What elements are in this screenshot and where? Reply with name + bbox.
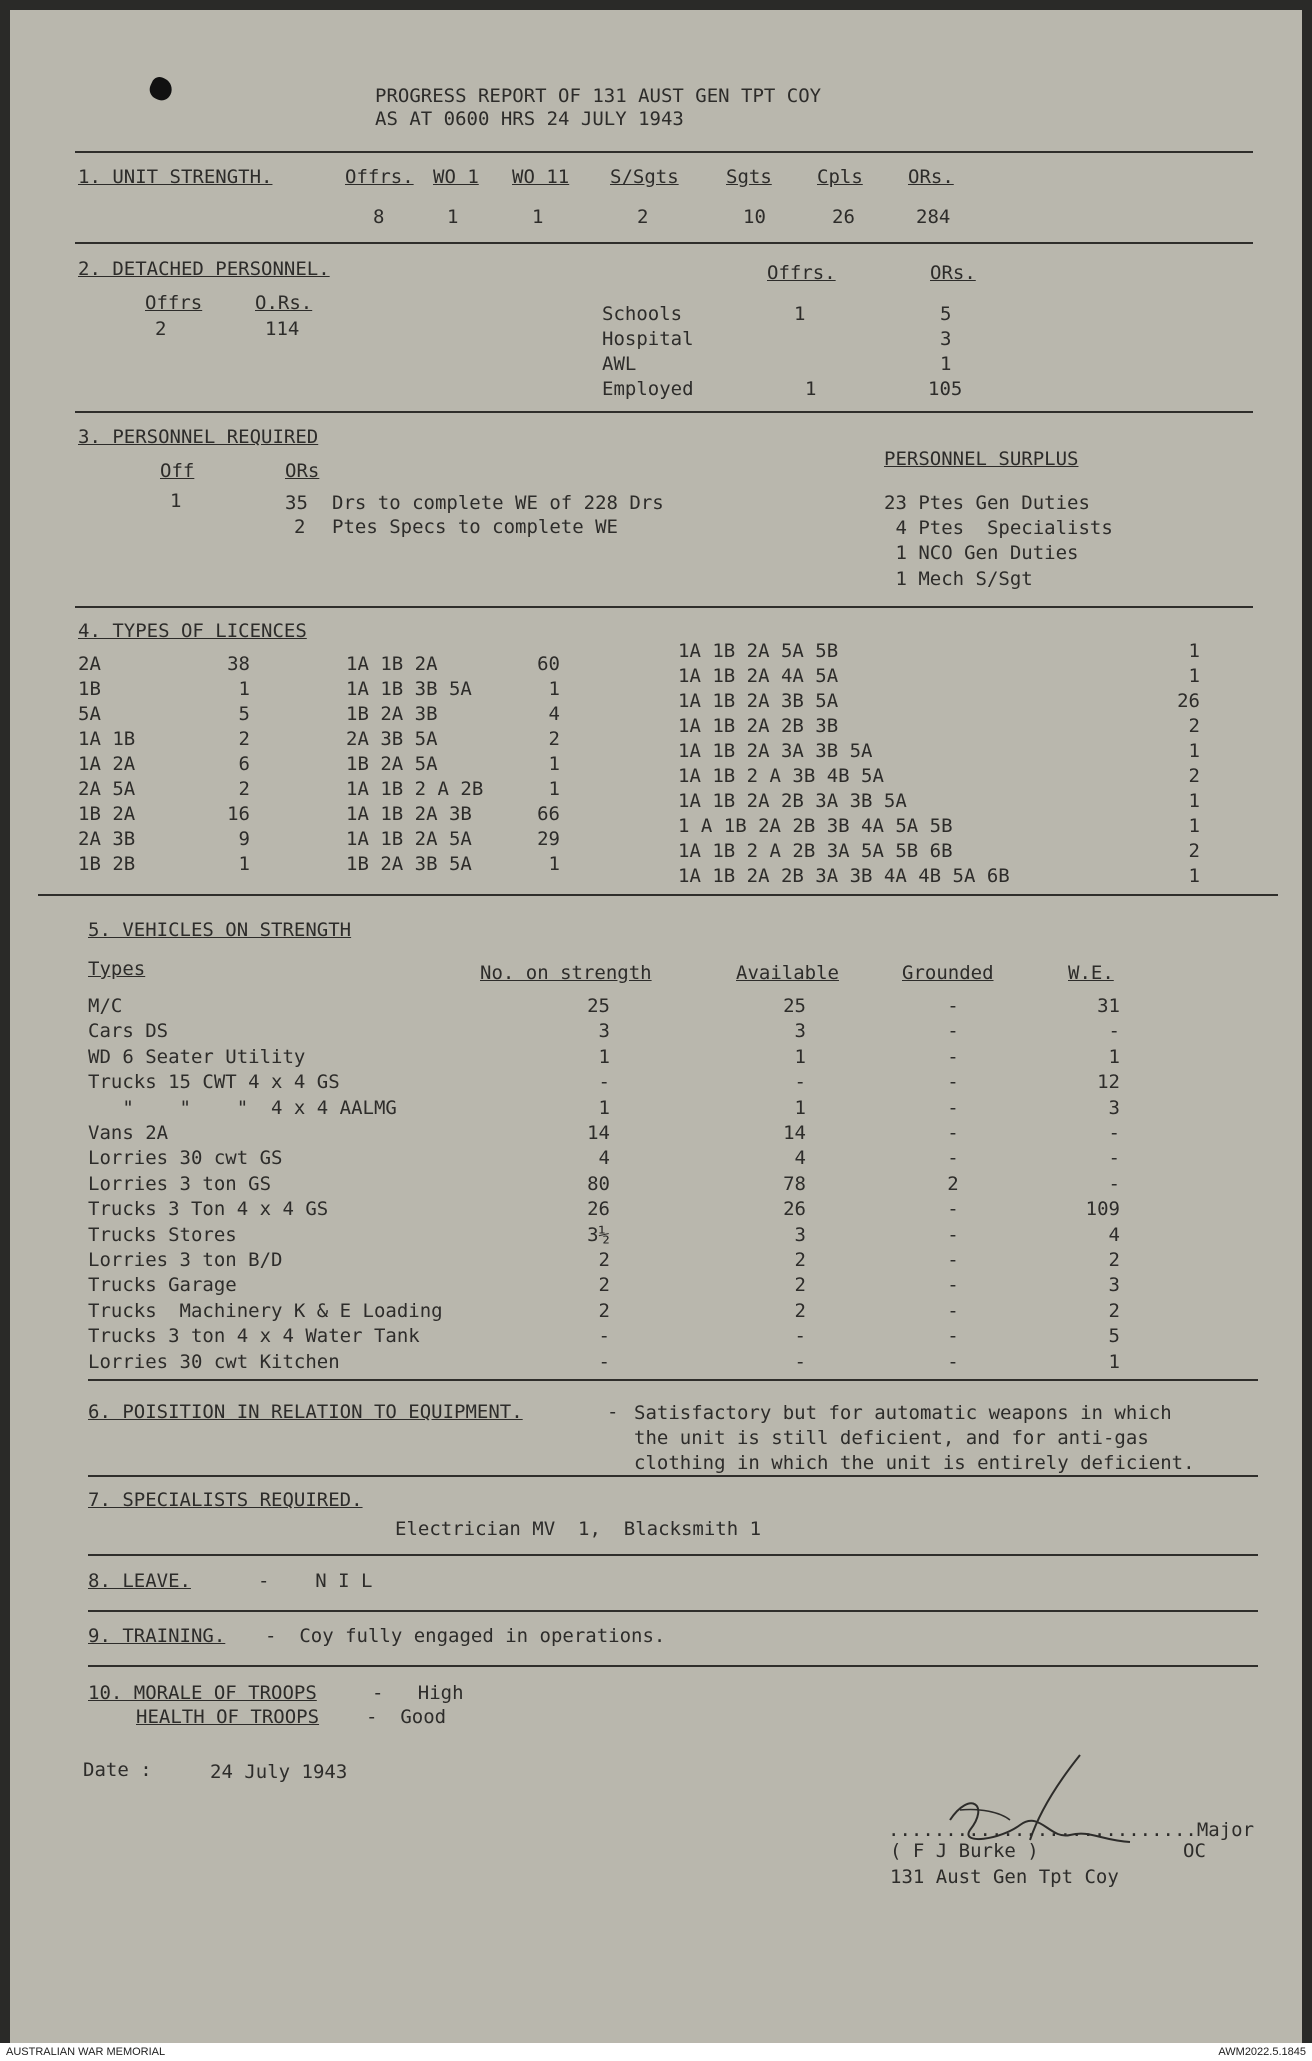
licence-count: 2 [238,728,250,750]
s1-header: Sgts [726,166,772,188]
vehicle-no-cell: 3 [598,1020,610,1043]
s3-surplus-heading: PERSONNEL SURPLUS [884,448,1079,470]
s4-heading: 4. TYPES OF LICENCES [78,620,307,642]
s2-heading: 2. DETACHED PERSONNEL. [78,258,330,280]
vehicle-no-cell: 2 [598,1274,610,1297]
licence-count: 1 [1188,790,1200,812]
licence-count: 1 [1188,865,1200,887]
s9-heading: 9. TRAINING. [88,1625,226,1647]
licence-count: 1 [1188,740,1200,762]
vehicle-we-cell: - [1108,1122,1120,1144]
vehicle-no-cell: 2 [598,1299,610,1322]
s1-value: 284 [916,206,951,228]
report-title: PROGRESS REPORT OF 131 AUST GEN TPT COY [375,85,822,107]
vehicle-gr-cell: - [947,1071,959,1094]
s5-header: Types [88,958,146,980]
vehicle-avail-cell: 25 [783,995,806,1017]
vehicle-type-cell: WD 6 Seater Utility [88,1045,306,1068]
vehicle-we-cell: 3 [1108,1096,1120,1119]
licence-type: 1A 1B 2A [346,653,438,675]
licence-type: 2A 3B [78,828,136,850]
s3-heading: 3. PERSONNEL REQUIRED [78,426,319,448]
vehicle-no-cell: 14 [587,1122,610,1144]
vehicle-we-cell: - [1108,1020,1120,1043]
vehicle-no-cell: 1 [598,1096,610,1119]
s1-value: 10 [743,206,766,228]
licence-count: 16 [227,803,250,825]
licence-type: 1A 1B 2A 2B 3A 3B 4A 4B 5A 6B [678,865,1010,887]
vehicle-avail-cell: 3 [794,1020,806,1043]
s6-heading: 6. POISITION IN RELATION TO EQUIPMENT. [88,1401,523,1423]
vehicle-gr-cell: - [947,1045,959,1068]
vehicle-avail-cell: 4 [794,1147,806,1170]
vehicle-type-cell: Lorries 30 cwt Kitchen [88,1350,340,1373]
licence-type: 1A 1B [78,728,136,750]
vehicle-gr-cell: - [947,1147,959,1170]
signature-name: ( F J Burke ) [890,1840,1039,1862]
s1-value: 26 [832,206,855,228]
licence-type: 1A 1B 2A 2B 3B [678,715,839,737]
document-page [10,10,1302,2043]
s1-header: S/Sgts [610,166,679,188]
s5-heading: 5. VEHICLES ON STRENGTH [88,919,352,941]
licence-type: 1A 1B 2A 4A 5A [678,665,839,687]
licence-count: 1 [548,678,560,700]
licence-count: 5 [238,703,250,725]
s6-line: Satisfactory but for automatic weapons in which [634,1402,1172,1424]
s2-row-offrs: 1 [805,378,817,400]
vehicle-gr-cell: - [947,1223,959,1246]
licence-type: 1A 1B 2A 2B 3A 3B 5A [678,790,907,812]
licence-type: 1A 1B 2A 3A 3B 5A [678,740,873,762]
vehicle-we-cell: 1 [1108,1045,1120,1068]
licence-count: 1 [548,778,560,800]
licence-type: 1A 1B 2 A 2B 3A 5A 5B 6B [678,840,953,862]
s2-row-label: Schools [602,303,683,325]
s1-value: 1 [447,206,459,228]
vehicle-type-cell: Cars DS [88,1020,169,1043]
vehicle-gr-cell: - [947,1274,959,1297]
licence-count: 66 [537,803,560,825]
s1-header: Cpls [817,166,863,188]
licence-type: 1B 2A 3B 5A [346,853,472,875]
licence-count: 29 [537,828,560,850]
licence-type: 1A 1B 2 A 3B 4B 5A [678,765,884,787]
date-value: 24 July 1943 [210,1761,348,1783]
s3-ors-value: 2 [294,516,306,538]
licence-count: 1 [548,753,560,775]
vehicle-we-cell: 109 [1085,1198,1120,1221]
s1-header: Offrs. [345,166,414,188]
vehicle-type-cell: Trucks Garage [88,1274,237,1297]
vehicle-no-cell: 3½ [587,1223,610,1246]
licence-type: 1A 1B 2A 3B 5A [678,690,839,712]
s5-header: Grounded [902,962,994,984]
licence-count: 1 [1188,815,1200,837]
vehicle-we-cell: 2 [1108,1249,1120,1271]
s2-offrs-header: Offrs [145,292,203,314]
s2-row-label: AWL [602,353,637,375]
licence-type: 1A 1B 2A 3B [346,803,472,825]
s1-heading: 1. UNIT STRENGTH. [78,166,273,188]
vehicle-avail-cell: 2 [794,1274,806,1297]
vehicle-no-cell: 1 [598,1045,610,1068]
licence-count: 2 [548,728,560,750]
licence-type: 1A 1B 2A 5A 5B [678,640,839,662]
s10-health-heading: HEALTH OF TROOPS [136,1706,320,1728]
s6-line: the unit is still deficient, and for anti-gas [634,1427,1149,1449]
licence-count: 6 [238,753,250,775]
s2-row-ors: 1 [940,353,952,375]
licence-type: 2A 3B 5A [346,728,438,750]
vehicle-no-cell: 26 [587,1198,610,1221]
vehicle-type-cell: Lorries 3 ton GS [88,1172,272,1195]
licence-type: 1B [78,678,101,700]
licence-count: 2 [1188,715,1200,737]
s2-offrs-header-2: Offrs. [767,262,836,284]
vehicle-no-cell: 4 [598,1147,610,1170]
s3-line-text: Ptes Specs to complete WE [332,516,618,538]
vehicle-we-cell: 3 [1108,1274,1120,1297]
licence-count: 2 [1188,765,1200,787]
s1-header: WO 1 [433,166,479,188]
vehicle-gr-cell: - [947,1299,959,1322]
archive-footer [0,2043,1312,2061]
vehicle-we-cell: 12 [1097,1071,1120,1094]
s5-header: Available [736,962,839,984]
licence-count: 1 [1188,640,1200,662]
licence-type: 1 A 1B 2A 2B 3B 4A 5A 5B [678,815,953,837]
licence-count: 4 [548,703,560,725]
licence-type: 1B 2A 3B [346,703,438,725]
s3-surplus-item: 23 Ptes Gen Duties [884,492,1090,514]
licence-type: 1A 1B 3B 5A [346,678,472,700]
signature-unit: 131 Aust Gen Tpt Coy [890,1866,1119,1888]
licence-count: 2 [238,778,250,800]
licence-type: 1A 1B 2A 5A [346,828,472,850]
s1-header: WO 11 [512,166,570,188]
s2-ors-header: O.Rs. [255,292,313,314]
vehicle-gr-cell: - [947,1249,959,1271]
vehicle-gr-cell: - [947,1325,959,1348]
s5-header: W.E. [1068,962,1114,984]
vehicle-avail-cell: - [794,1350,806,1373]
s8-heading: 8. LEAVE. [88,1570,191,1592]
s7-heading: 7. SPECIALISTS REQUIRED. [88,1489,363,1511]
s1-value: 1 [532,206,544,228]
vehicle-no-cell: - [598,1350,610,1373]
licence-count: 1 [1188,665,1200,687]
vehicle-avail-cell: 1 [794,1096,806,1119]
licence-count: 60 [537,653,560,675]
s5-header: No. on strength [480,962,652,984]
vehicle-no-cell: 80 [587,1172,610,1195]
footer-right: AWM2022.5.1845 [1218,2046,1306,2058]
s7-text: Electrician MV 1, Blacksmith 1 [395,1518,762,1540]
report-subtitle: AS AT 0600 HRS 24 JULY 1943 [375,108,684,130]
signature-rank: OC [1183,1840,1206,1862]
punch-hole-mark [146,74,175,103]
s8-text: - N I L [258,1570,373,1592]
licence-type: 1B 2A [78,803,136,825]
vehicle-type-cell: Trucks 3 Ton 4 x 4 GS [88,1198,329,1221]
s1-value: 2 [637,206,649,228]
vehicle-type-cell: Trucks Stores [88,1223,237,1246]
vehicle-type-cell: Lorries 30 cwt GS [88,1147,283,1170]
s2-row-label: Employed [602,378,694,400]
vehicle-avail-cell: 3 [794,1223,806,1246]
s10-morale: - High [372,1682,464,1704]
vehicle-type-cell: M/C [88,995,123,1017]
vehicle-gr-cell: - [947,1198,959,1221]
date-label: Date : [83,1759,152,1781]
vehicle-avail-cell: 14 [783,1122,806,1144]
s2-row-label: Hospital [602,328,694,350]
vehicle-gr-cell: 2 [947,1172,959,1195]
s3-off-header: Off [160,460,195,482]
licence-count: 1 [238,853,250,875]
s2-row-ors: 5 [940,303,952,325]
vehicle-gr-cell: - [947,1350,959,1373]
s3-ors-value: 35 [285,492,308,514]
vehicle-we-cell: 4 [1108,1223,1120,1246]
vehicle-we-cell: 2 [1108,1299,1120,1322]
vehicle-avail-cell: 2 [794,1299,806,1322]
vehicle-no-cell: - [598,1325,610,1348]
vehicle-type-cell: Vans 2A [88,1122,169,1144]
vehicle-we-cell: - [1108,1172,1120,1195]
vehicle-we-cell: 1 [1108,1350,1120,1373]
licence-count: 38 [227,653,250,675]
s2-ors-header-2: ORs. [930,262,976,284]
s3-ors-header: ORs [285,460,320,482]
vehicle-no-cell: - [598,1071,610,1094]
licence-type: 5A [78,703,101,725]
vehicle-type-cell: Lorries 3 ton B/D [88,1249,283,1271]
vehicle-gr-cell: - [947,1096,959,1119]
vehicle-avail-cell: - [794,1071,806,1094]
s3-surplus-item: 1 NCO Gen Duties [884,542,1079,564]
vehicle-type-cell: Trucks Machinery K & E Loading [88,1299,443,1322]
s6-dash: - [607,1401,619,1423]
vehicle-no-cell: 25 [587,995,610,1017]
s3-surplus-item: 1 Mech S/Sgt [884,568,1033,590]
licence-count: 26 [1177,690,1200,712]
licence-type: 1A 2A [78,753,136,775]
vehicle-gr-cell: - [947,995,959,1017]
s3-surplus-item: 4 Ptes Specialists [884,517,1113,539]
licence-count: 1 [548,853,560,875]
vehicle-avail-cell: 1 [794,1045,806,1068]
s2-row-ors: 105 [928,378,963,400]
licence-type: 1B 2B [78,853,136,875]
s1-header: ORs. [908,166,954,188]
vehicle-avail-cell: 78 [783,1172,806,1195]
s10-heading: 10. MORALE OF TROOPS [88,1682,317,1704]
vehicle-we-cell: 31 [1097,995,1120,1017]
licence-count: 9 [238,828,250,850]
vehicle-type-cell: Trucks 15 CWT 4 x 4 GS [88,1071,340,1094]
licence-type: 1A 1B 2 A 2B [346,778,484,800]
licence-count: 1 [238,678,250,700]
s2-row-ors: 3 [940,328,952,350]
s3-line-text: Drs to complete WE of 228 Drs [332,492,664,514]
s10-health: - Good [366,1706,447,1728]
vehicle-gr-cell: - [947,1122,959,1144]
footer-left: AUSTRALIAN WAR MEMORIAL [6,2046,166,2058]
vehicle-avail-cell: 26 [783,1198,806,1221]
vehicle-type-cell: Trucks 3 ton 4 x 4 Water Tank [88,1325,420,1348]
licence-type: 2A 5A [78,778,136,800]
s2-row-offrs: 1 [794,303,806,325]
vehicle-type-cell: " " " 4 x 4 AALMG [88,1096,397,1119]
s6-line: clothing in which the unit is entirely deficient. [634,1452,1195,1474]
vehicle-avail-cell: 2 [794,1249,806,1271]
s9-text: - Coy fully engaged in operations. [265,1625,666,1647]
s2-ors-value: 114 [265,318,300,340]
s3-off-value: 1 [170,490,182,512]
licence-type: 1B 2A 5A [346,753,438,775]
signature-line: ...........................Major [888,1819,1255,1841]
vehicle-we-cell: - [1108,1147,1120,1170]
s2-offrs-value: 2 [155,318,167,340]
vehicle-avail-cell: - [794,1325,806,1348]
vehicle-we-cell: 5 [1108,1325,1120,1348]
s1-value: 8 [373,206,385,228]
vehicle-no-cell: 2 [598,1249,610,1271]
licence-count: 2 [1188,840,1200,862]
licence-type: 2A [78,653,101,675]
vehicle-gr-cell: - [947,1020,959,1043]
